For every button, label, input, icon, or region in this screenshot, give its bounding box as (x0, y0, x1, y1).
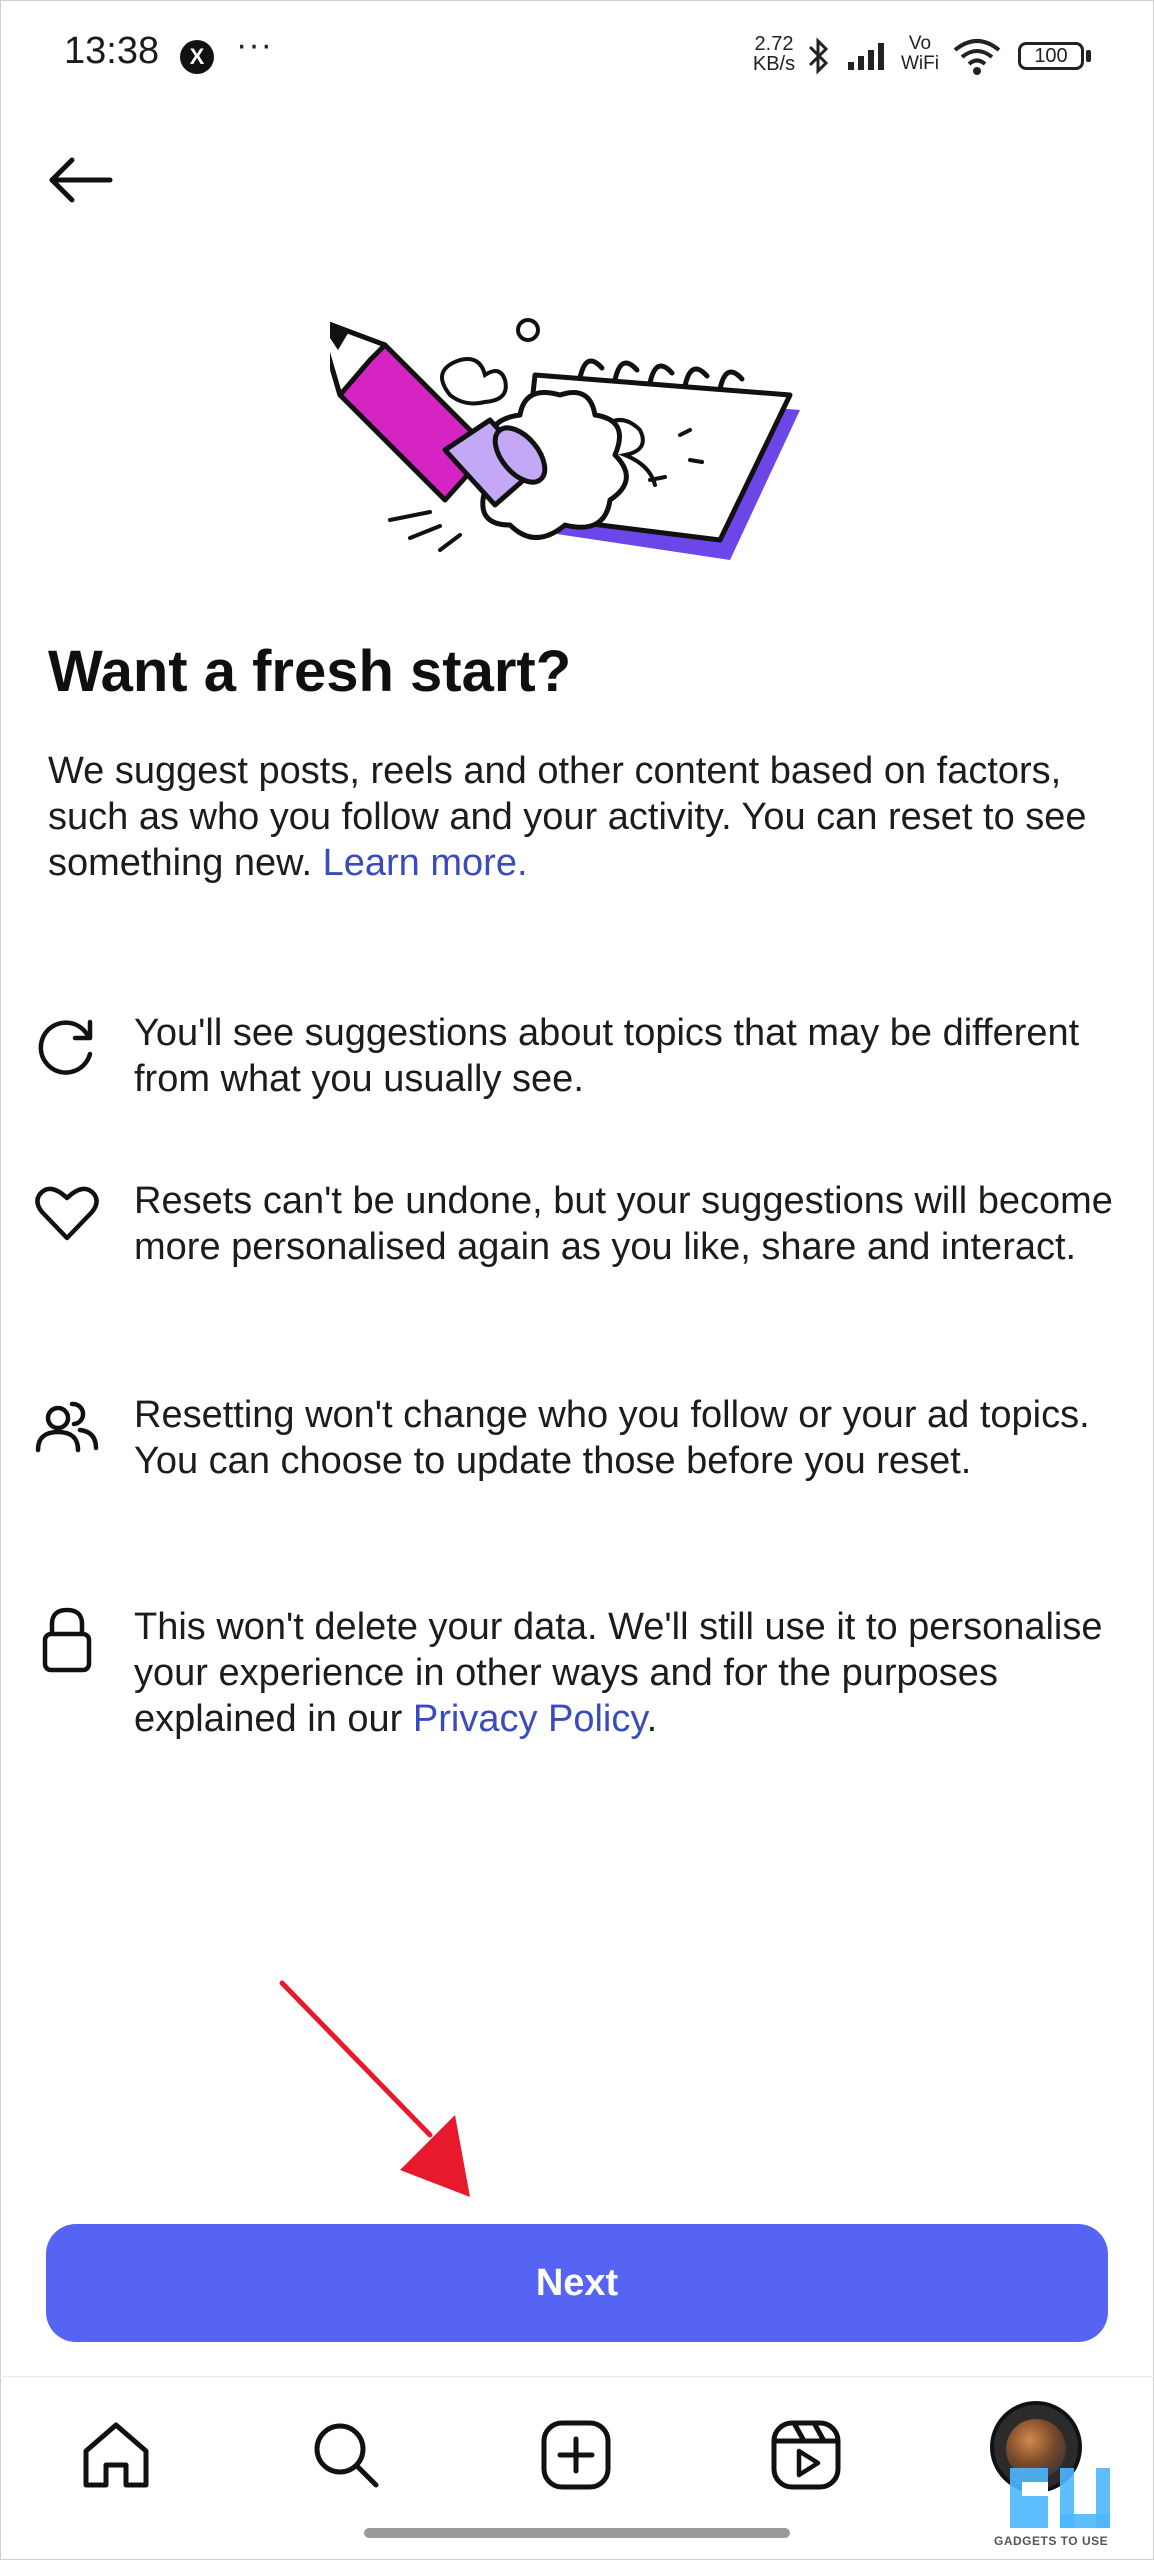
intro-text: We suggest posts, reels and other content based on factors, such as who you follow and your activity. You can reset to see something new. (48, 750, 1087, 884)
create-icon[interactable] (536, 2415, 616, 2495)
watermark-text: GADGETS TO USE (994, 2534, 1109, 2548)
people-icon (32, 1392, 102, 1462)
info-text: This won't delete your data. We'll still use it to personalise your experience in other ways and for the purposes explained in our Privacy Policy. (134, 1606, 1103, 1740)
pencil-notebook-illustration (330, 300, 830, 590)
home-indicator[interactable] (364, 2528, 790, 2538)
back-button[interactable] (44, 150, 120, 210)
intro-paragraph (48, 748, 1118, 886)
battery-tip (1086, 50, 1091, 62)
privacy-policy-link[interactable]: Privacy Policy (412, 1698, 647, 1740)
page-title: Want a fresh start? (48, 639, 572, 704)
status-bar (0, 0, 1154, 110)
search-icon[interactable] (306, 2415, 386, 2495)
lock-icon (32, 1604, 102, 1674)
signal-icon (846, 40, 892, 72)
more-notifications-icon: ··· (236, 26, 273, 64)
battery-indicator: 100 (1018, 42, 1084, 70)
home-icon[interactable] (76, 2415, 156, 2495)
arrow-left-icon (52, 160, 110, 200)
info-text: Resetting won't change who you follow or your ad topics. You can choose to update those before you reset. (134, 1394, 1090, 1482)
info-text: You'll see suggestions about topics that may be different from what you usually see. (134, 1012, 1080, 1100)
next-button[interactable]: Next (46, 2224, 1108, 2342)
annotation-arrow (270, 1975, 510, 2205)
vowifi-indicator: Vo WiFi (901, 33, 939, 74)
reels-icon[interactable] (766, 2415, 846, 2495)
info-text: Resets can't be undone, but your suggestions will become more personalised again as you like, share and interact. (134, 1180, 1113, 1268)
status-time: 13:38 (64, 30, 160, 72)
refresh-icon (32, 1010, 102, 1080)
x-app-icon: X (180, 40, 214, 74)
wifi-icon (952, 38, 1002, 76)
bluetooth-icon (806, 36, 832, 76)
heart-icon (32, 1178, 102, 1248)
learn-more-link[interactable]: Learn more. (322, 842, 528, 884)
network-speed: 2.72 KB/s (752, 33, 796, 75)
